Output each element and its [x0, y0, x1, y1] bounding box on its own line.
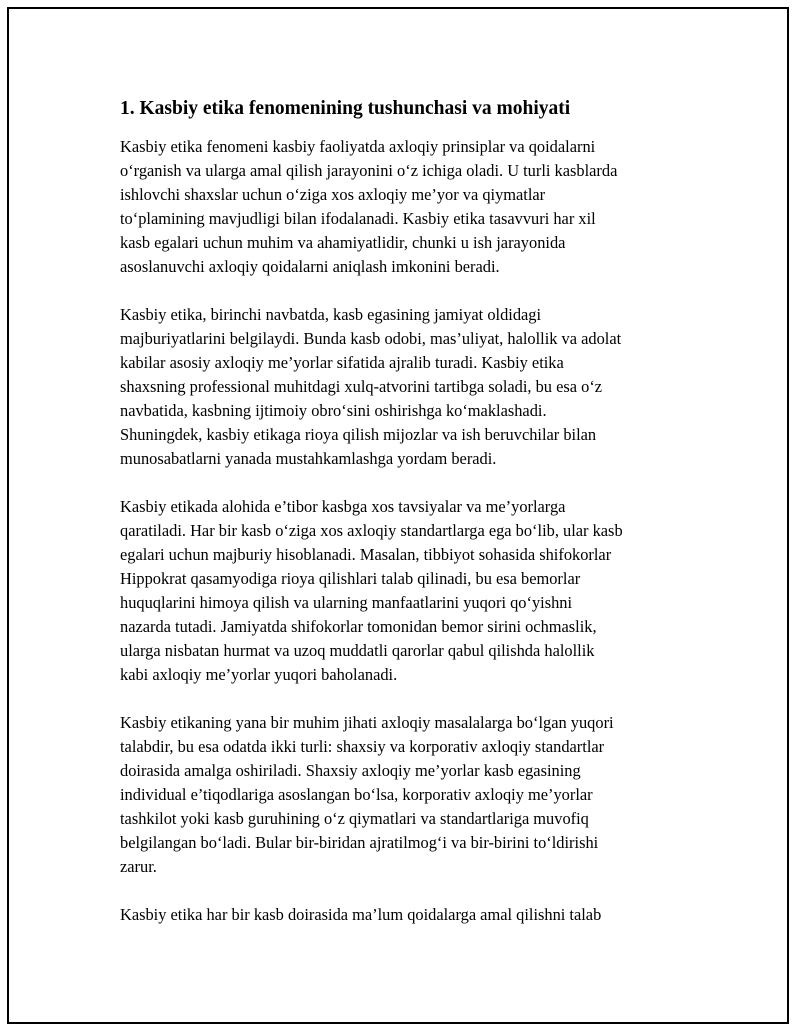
- section-title: 1. Kasbiy etika fenomenining tushunchasi va mohiyati: [120, 98, 571, 119]
- document-page: [7, 7, 789, 1024]
- text-line: kasb egalari uchun muhim va ahamiyatlidir, chunki u ish jarayonida: [120, 233, 566, 252]
- text-line: Kasbiy etikada alohida e’tibor kasbga xos tavsiyalar va me’yorlarga: [120, 497, 566, 516]
- paragraph: [120, 495, 680, 687]
- text-line: Kasbiy etika har bir kasb doirasida ma’lum qoidalarga amal qilishni talab: [120, 905, 602, 924]
- paragraph: [120, 135, 680, 279]
- text-line: ularga nisbatan hurmat va uzoq muddatli qarorlar qabul qilishda halollik: [120, 641, 595, 660]
- text-line: navbatida, kasbning ijtimoiy obro‘sini oshirishga ko‘maklashadi.: [120, 401, 547, 420]
- text-line: munosabatlarni yanada mustahkamlashga yordam beradi.: [120, 449, 497, 468]
- document-body: [120, 97, 680, 951]
- text-line: belgilangan bo‘ladi. Bular bir-biridan ajratilmog‘i va bir-birini to‘ldirishi: [120, 833, 599, 852]
- text-line: asoslanuvchi axloqiy qoidalarni aniqlash imkonini beradi.: [120, 257, 500, 276]
- text-line: Kasbiy etika, birinchi navbatda, kasb egasining jamiyat oldidagi: [120, 305, 542, 324]
- text-line: to‘plamining mavjudligi bilan ifodalanadi. Kasbiy etika tasavvuri har xil: [120, 209, 596, 228]
- text-line: egalari uchun majburiy hisoblanadi. Masalan, tibbiyot sohasida shifokorlar: [120, 545, 612, 564]
- text-line: Shuningdek, kasbiy etikaga rioya qilish mijozlar va ish beruvchilar bilan: [120, 425, 597, 444]
- paragraph: [120, 303, 680, 471]
- text-line: huquqlarini himoya qilish va ularning manfaatlarini yuqori qo‘yishni: [120, 593, 573, 612]
- paragraph-container: [120, 135, 680, 927]
- text-line: Kasbiy etikaning yana bir muhim jihati axloqiy masalalarga bo‘lgan yuqori: [120, 713, 614, 732]
- text-line: individual e’tiqodlariga asoslangan bo‘lsa, korporativ axloqiy me’yorlar: [120, 785, 593, 804]
- text-line: kabi axloqiy me’yorlar yuqori baholanadi.: [120, 665, 398, 684]
- text-line: shaxsning professional muhitdagi xulq-atvorini tartibga soladi, bu esa o‘z: [120, 377, 603, 396]
- text-line: kabilar asosiy axloqiy me’yorlar sifatida ajralib turadi. Kasbiy etika: [120, 353, 564, 372]
- paragraph: [120, 903, 680, 927]
- text-line: talabdir, bu esa odatda ikki turli: shaxsiy va korporativ axloqiy standartlar: [120, 737, 605, 756]
- paragraph: [120, 711, 680, 879]
- text-line: doirasida amalga oshiriladi. Shaxsiy axloqiy me’yorlar kasb egasining: [120, 761, 581, 780]
- text-line: zarur.: [120, 857, 157, 876]
- text-line: nazarda tutadi. Jamiyatda shifokorlar tomonidan bemor sirini ochmaslik,: [120, 617, 597, 636]
- text-line: ishlovchi shaxslar uchun o‘ziga xos axloqiy me’yor va qiymatlar: [120, 185, 546, 204]
- text-line: qaratiladi. Har bir kasb o‘ziga xos axloqiy standartlarga ega bo‘lib, ular kasb: [120, 521, 623, 540]
- text-line: Kasbiy etika fenomeni kasbiy faoliyatda axloqiy prinsiplar va qoidalarni: [120, 137, 596, 156]
- text-line: Hippokrat qasamyodiga rioya qilishlari talab qilinadi, bu esa bemorlar: [120, 569, 581, 588]
- text-line: majburiyatlarini belgilaydi. Bunda kasb odobi, mas’uliyat, halollik va adolat: [120, 329, 622, 348]
- text-line: tashkilot yoki kasb guruhining o‘z qiymatlari va standartlariga muvofiq: [120, 809, 589, 828]
- text-line: o‘rganish va ularga amal qilish jarayonini o‘z ichiga oladi. U turli kasblarda: [120, 161, 618, 180]
